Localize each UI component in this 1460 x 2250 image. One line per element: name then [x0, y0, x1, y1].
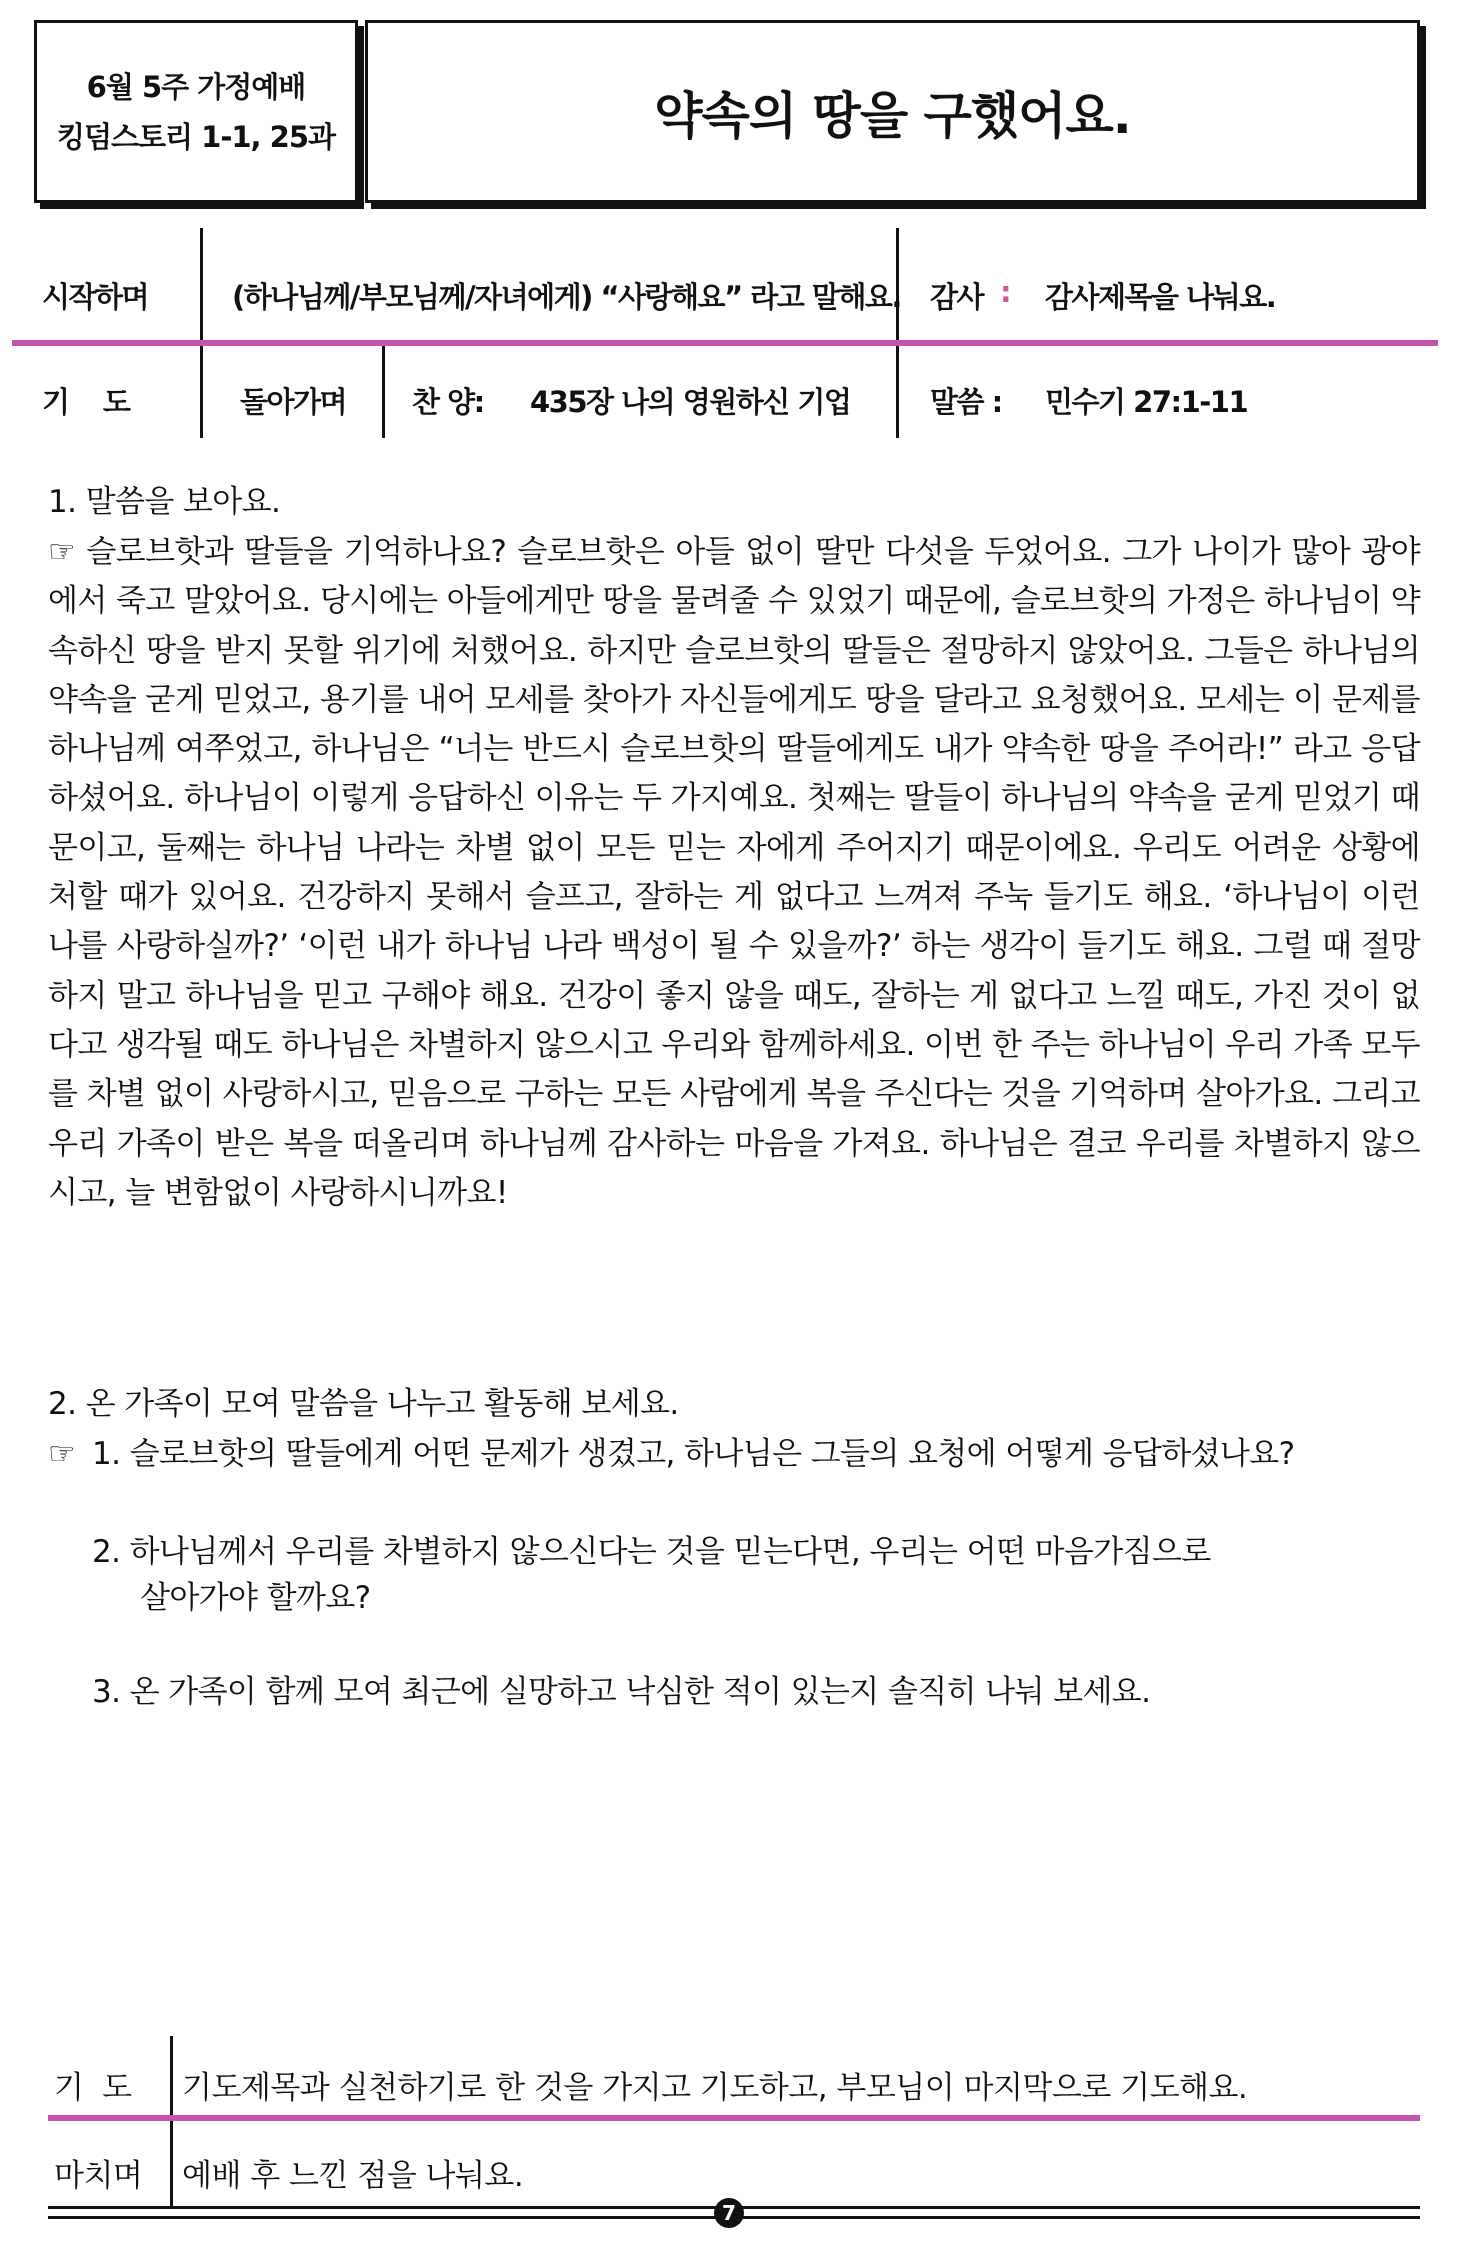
table-divider: [170, 2036, 173, 2116]
pointer-icon: ☞: [48, 534, 76, 570]
start-content: (하나님께/부모님께/자녀에게) “사랑해요” 라고 말해요.: [232, 280, 901, 314]
prayer-label: 기 도: [42, 385, 130, 419]
closing-label: 마치며: [54, 2158, 143, 2194]
thanks-colon: :: [1000, 275, 1011, 309]
word-label: 말씀 :: [930, 385, 1002, 419]
week-line: 6월 5주 가정예배: [86, 69, 306, 104]
section2-heading: 2. 온 가족이 모여 말씀을 나누고 활동해 보세요.: [48, 1386, 679, 1422]
title-box: [365, 20, 1420, 203]
question-2-cont: 살아가야 할까요?: [140, 1580, 371, 1616]
thanks-value: 감사제목을 나눠요.: [1045, 280, 1276, 314]
closing-prayer-text: 기도제목과 실천하기로 한 것을 가지고 기도하고, 부모님이 마지막으로 기도해요.: [182, 2070, 1248, 2106]
week-info-box: [34, 20, 358, 203]
start-label: 시작하며: [42, 280, 149, 314]
page-title: 약속의 땅을 구했어요.: [654, 86, 1131, 145]
closing-text: 예배 후 느낀 점을 나눠요.: [182, 2158, 524, 2194]
page-number: 7: [714, 2198, 744, 2228]
question-2: 2. 하나님께서 우리를 차별하지 않으신다는 것을 믿는다면, 우리는 어떤 마음가짐으로: [92, 1534, 1211, 1570]
question-1: 1. 슬로브핫의 딸들에게 어떤 문제가 생겼고, 하나님은 그들의 요청에 어떻게 응답하셨나요?: [92, 1436, 1295, 1472]
table-divider: [200, 228, 203, 341]
lesson-line: 킹덤스토리 1-1, 25과: [56, 119, 336, 154]
word-value: 민수기 27:1-11: [1045, 385, 1248, 419]
table-rule: [12, 340, 1438, 346]
section1-text: 슬로브핫과 딸들을 기억하나요? 슬로브핫은 아들 없이 딸만 다섯을 두었어요. 그가 나이가 많아 광야에서 죽고 말았어요. 당시에는 아들에게만 땅을 물려줄 수 있었기 때문에, 슬로브핫의 가정은 하나님이 약속하신 땅을 받지 못할 위기에 처했어요. 하지만 슬로브핫의 딸들은 절망하지 않았어요. 그들은 하나님의 약속을 굳게 믿었고, 용기를 내어 모세를 찾아가 자신들에게도 땅을 달라고 요청했어요. 모세는 이 문제를 하나님께 여쭈었고, 하나님은 “너는 반드시 슬로브핫의 딸들에게도 내가 약속한 땅을 주어라!” 라고 응답하셨어요. 하나님이 이렇게 응답하신 이유는 두 가지예요. 첫째는 딸들이 하나님의 약속을 굳게 믿었기 때문이고, 둘째는 하나님 나라는 차별 없이 모든 믿는 자에게 주어지기 때문이에요. 우리도 어려운 상황에 처할 때가 있어요. 건강하지 못해서 슬프고, 잘하는 게 없다고 느껴져 주눅 들기도 해요. ‘하나님이 이런 나를 사랑하실까?’ ‘이런 내가 하나님 나라 백성이 될 수 있을까?’ 하는 생각이 들기도 해요. 그럴 때 절망하지 말고 하나님을 믿고 구해야 해요. 건강이 좋지 않을 때도, 잘하는 게 없다고 느낄 때도, 가진 것이 없다고 생각될 때도 하나님은 차별하지 않으시고 우리와 함께하세요. 이번 한 주는 하나님이 우리 가족 모두를 차별 없이 사랑하시고, 믿음으로 구하는 모든 사람에게 복을 주신다는 것을 기억하며 살아가요. 그리고 우리 가족이 받은 복을 떠올리며 하나님께 감사하는 마음을 가져요. 하나님은 결코 우리를 차별하지 않으시고, 늘 변함없이 사랑하시니까요!: [48, 534, 1420, 1211]
hymn-value: 435장 나의 영원하신 기업: [530, 385, 851, 419]
thanks-label: 감사: [930, 280, 984, 314]
table-divider: [200, 346, 203, 438]
table-rule: [48, 2115, 1420, 2121]
table-divider: [896, 346, 899, 438]
closing-prayer-label: 기 도: [54, 2070, 132, 2106]
section1-heading: 1. 말씀을 보아요.: [48, 484, 281, 520]
prayer-content: 돌아가며: [240, 385, 347, 419]
table-divider: [170, 2121, 173, 2206]
hymn-label: 찬 양:: [412, 385, 484, 419]
question-3: 3. 온 가족이 함께 모여 최근에 실망하고 낙심한 적이 있는지 솔직히 나눠 보세요.: [92, 1674, 1151, 1710]
table-divider: [382, 346, 385, 438]
section1-body: [48, 528, 1420, 1218]
pointer-icon: ☞: [48, 1436, 76, 1472]
